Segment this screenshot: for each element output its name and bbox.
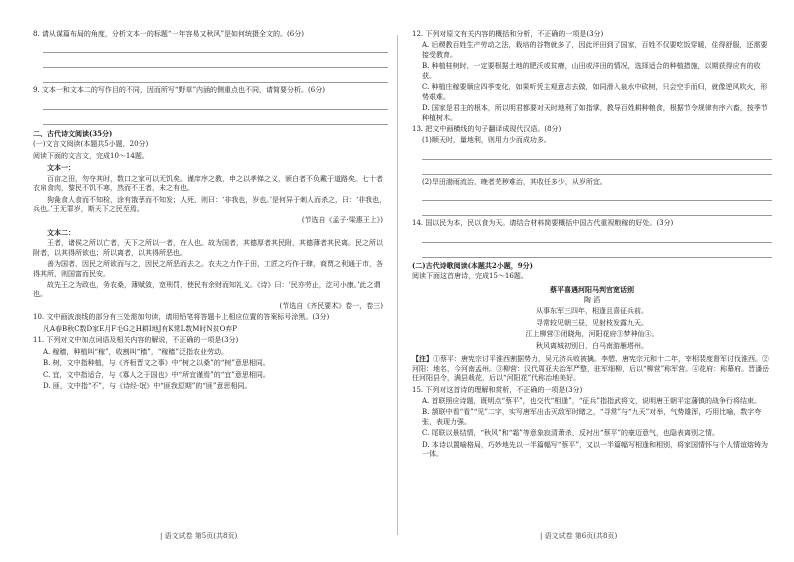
question-10-options[interactable]: 凡A春B秋C数D家E月F毛G之H耕I地J有K常L数M时N贫O弃P: [43, 324, 238, 333]
option-a[interactable]: A. 首联照应诗题，既明点“蔡平”，也交代“相逢”，“征兵”指指武将文，说明唐王朝平定藩镇的战争行将结束。: [422, 396, 761, 405]
question-13-1: (1)顺天时，量地利，则用力少而成功多。: [422, 136, 551, 145]
answer-line[interactable]: [43, 41, 388, 53]
option-d[interactable]: D. 国家是君主的根本，所以明君都要对天时地利了如指掌，教导百姓耕种粮食，根据节令规律有序六畜，按季节种植树木。: [422, 104, 768, 122]
question-13-2: (2)旱田渤雨流治，晚者芜秽难治，其收任多少，从岁所宜。: [422, 177, 607, 186]
page-divider: [397, 35, 398, 535]
subsection-title: (一)文言文阅读(本题共5小题，20分): [33, 140, 149, 149]
answer-line[interactable]: [422, 204, 772, 216]
answer-line[interactable]: [43, 98, 388, 110]
poem-line: 寻常较见朝三昼，见射枝发露九天。: [536, 318, 648, 327]
question-9: 9. 文本一和文本二的写作目的不同，因而所写“野草”内涵的侧重点也不同，请简要分析。(6分): [33, 86, 325, 95]
page-footer-left: | 语文试卷 第5页(共8页): [160, 532, 238, 540]
poem-line: 江上柳营③闭晓角，河阳花府③梦神仙④。: [525, 330, 659, 339]
option-d[interactable]: D. 本诗以置喻格局，巧妙地先以一半篇幅写“蔡平”，又以一半篇幅写相逢和相别，将家国情怀与个人情谊熔铸为一体。: [422, 440, 768, 459]
option-a[interactable]: A. 后稷教百姓生产劳动之法，栽培的谷物就多了，因此评田到了国家，百姓不仅要吃饭穿暖，住得舒服，还需要接受教育。: [422, 41, 768, 59]
text1-label: 文本一：: [47, 163, 75, 173]
question-15: 15. 下列对这首诗的理解和赏析，不正确的一项是(3分): [412, 385, 583, 394]
left-column: [33, 30, 388, 393]
text2-paragraph: 故先王之为政也，务农桑，薄赋敛，宽刑罚，使民有余财而知礼义。《诗》曰：‘民亦劳止，汔可小康。’此之谓也。: [33, 281, 381, 299]
answer-line[interactable]: [422, 148, 772, 160]
question-10: 10. 文中画波浪线的部分有三处需加句读，请用铅笔将答题卡上相应位置的答案标号涂黑。(3分): [33, 313, 330, 322]
question-14: 14. 国以民为本，民以食为天。请结合材料简要概括中国古代重视粮稼的好处。(3分): [412, 219, 674, 228]
poem-title: 蔡平喜遇河阳马判官宽话别: [550, 284, 634, 294]
text1-paragraph: 百亩之田，勿夺其时，数口之家可以无饥矣。谨庠序之教，申之以孝悌之义，颁白者不负戴于道路矣。七十者衣帛食肉，黎民不饥不寒，然而不王者，未之有也。: [33, 174, 383, 193]
answer-line[interactable]: [43, 71, 388, 83]
option-b[interactable]: B. 树，文中指种植，与《齐桓晋文之事》中“树之以桑”的“树”意思相同。: [43, 359, 270, 368]
option-c[interactable]: C. 种植庄稼要顺应四季变化，如果听凭主观意志去做，如同滑入泉水中砍树，只会空手而归，就像逆风吹火，形势艰难。: [422, 83, 768, 101]
note-label: 【注】: [412, 354, 433, 364]
question-11: 11. 下列对文中加点词语及相关内容的解说，不正确的一项是(3分): [33, 336, 239, 345]
section-title: 二、古代诗文阅读(35分): [33, 128, 113, 138]
answer-line[interactable]: [422, 163, 772, 175]
poem-line: 秋风离城初别日，白马南游雁塔州。: [536, 341, 648, 350]
answer-line[interactable]: [43, 113, 388, 125]
answer-line[interactable]: [43, 56, 388, 68]
poem-author: 陶 滔: [583, 296, 601, 304]
option-c[interactable]: C. 宜，文中指适合，与《寡人之于国也》中“所宜谨焉”的“宜”意思相同。: [43, 370, 270, 379]
option-d[interactable]: D. 匪，文中指“不”，与《诗经·氓》中“匪我愆期”的“匪”意思相同。: [43, 381, 252, 390]
answer-line[interactable]: [422, 231, 772, 243]
text1-source: (节选自《孟子·梁惠王上》): [301, 216, 383, 225]
note-text: ①蔡平：唐宪宗讨平淮西割据势力，吴元济兵败被擒。李愬、唐宪宗元和十二年，宰相裴度督军讨伐淮西。②河阳：地名，今河南孟州。③柳营：汉代周亚夫治军严整，驻军细柳，后以“柳营”称军营。④花府：称幕府。晋潘岳任河阳县令，满县栽花，后以“河阳花”代称治地美好。: [412, 355, 770, 383]
answer-line[interactable]: [422, 246, 772, 258]
page-footer-right: | 语文试卷 第6页(共8页): [540, 532, 618, 540]
subsection-title: (二)古代诗歌阅读(本题共2小题，9分): [412, 260, 533, 270]
text2-paragraph: 王者，诸侯之所以亡者，天下之所以一者，在人也。故为国者，其德厚者其民附，其德薄者其民离。民之所以附者，以其得所欲也；所以离者，以其得所恶也。: [33, 239, 383, 257]
poem-note: [412, 354, 772, 383]
instruction: 阅读下面的文言文，完成10～14题。: [33, 151, 149, 160]
text1-paragraph: 狗彘食人食而不知检，涂有饿莩而不知发；人死，则曰：‘非我也，岁也。’是何异于刺人而杀之，曰：‘非我也，兵也。’王无罪岁，斯天下之民至焉。: [33, 195, 387, 213]
instruction: 阅读下面这首唐诗，完成15～16题。: [412, 272, 528, 281]
right-column: [412, 30, 772, 462]
option-b[interactable]: B. 颔联中看“看”“见”二字，实写唐军出击灭敌军时睹之，“寻常”与“九天”对举，气势雄浑，巧用比喻，数字夸张，表现力强。: [422, 408, 762, 426]
answer-line[interactable]: [422, 189, 772, 201]
text2-label: 文本二：: [47, 227, 75, 237]
poem-line: 从事东军三四年，相逢且喜征兵前。: [536, 307, 648, 316]
option-b[interactable]: B. 种植桂树时，一定要根据土地的肥沃或贫瘠，山田或洋田的情况，选择适合的种植措施，以期获得应有的收获。: [422, 62, 761, 80]
option-c[interactable]: C. 尾联以景结情，“秋风”和“霜”等意象寂清萧杀，反衬出“蔡平”的豪迈意气，也隐表离别之情。: [422, 429, 720, 438]
question-13: 13. 把文中画横线的句子翻译成现代汉语。(8分): [412, 124, 562, 133]
text2-source: (节选自《齐民要术》卷一，卷三): [279, 301, 383, 310]
question-12: 12. 下列对原文有关内容的概括和分析，不正确的一项是(3分): [412, 30, 604, 38]
option-a[interactable]: A. 稼穑，种植叫“稼”，收割叫“穑”，“稼穑”泛指农业劳动。: [43, 347, 228, 356]
text2-paragraph: 善为国者，因民之所欲而与之，因民之所恶而去之。农夫之力作于田，工匠之巧作于肆，商贾之利通于市，各得其所，则国富而民安。: [33, 260, 383, 278]
question-8: 8. 请从谋篇布局的角度，分析文本一的标题“一年容易又秋风”是如何统摄全文的。(6分): [33, 30, 304, 38]
